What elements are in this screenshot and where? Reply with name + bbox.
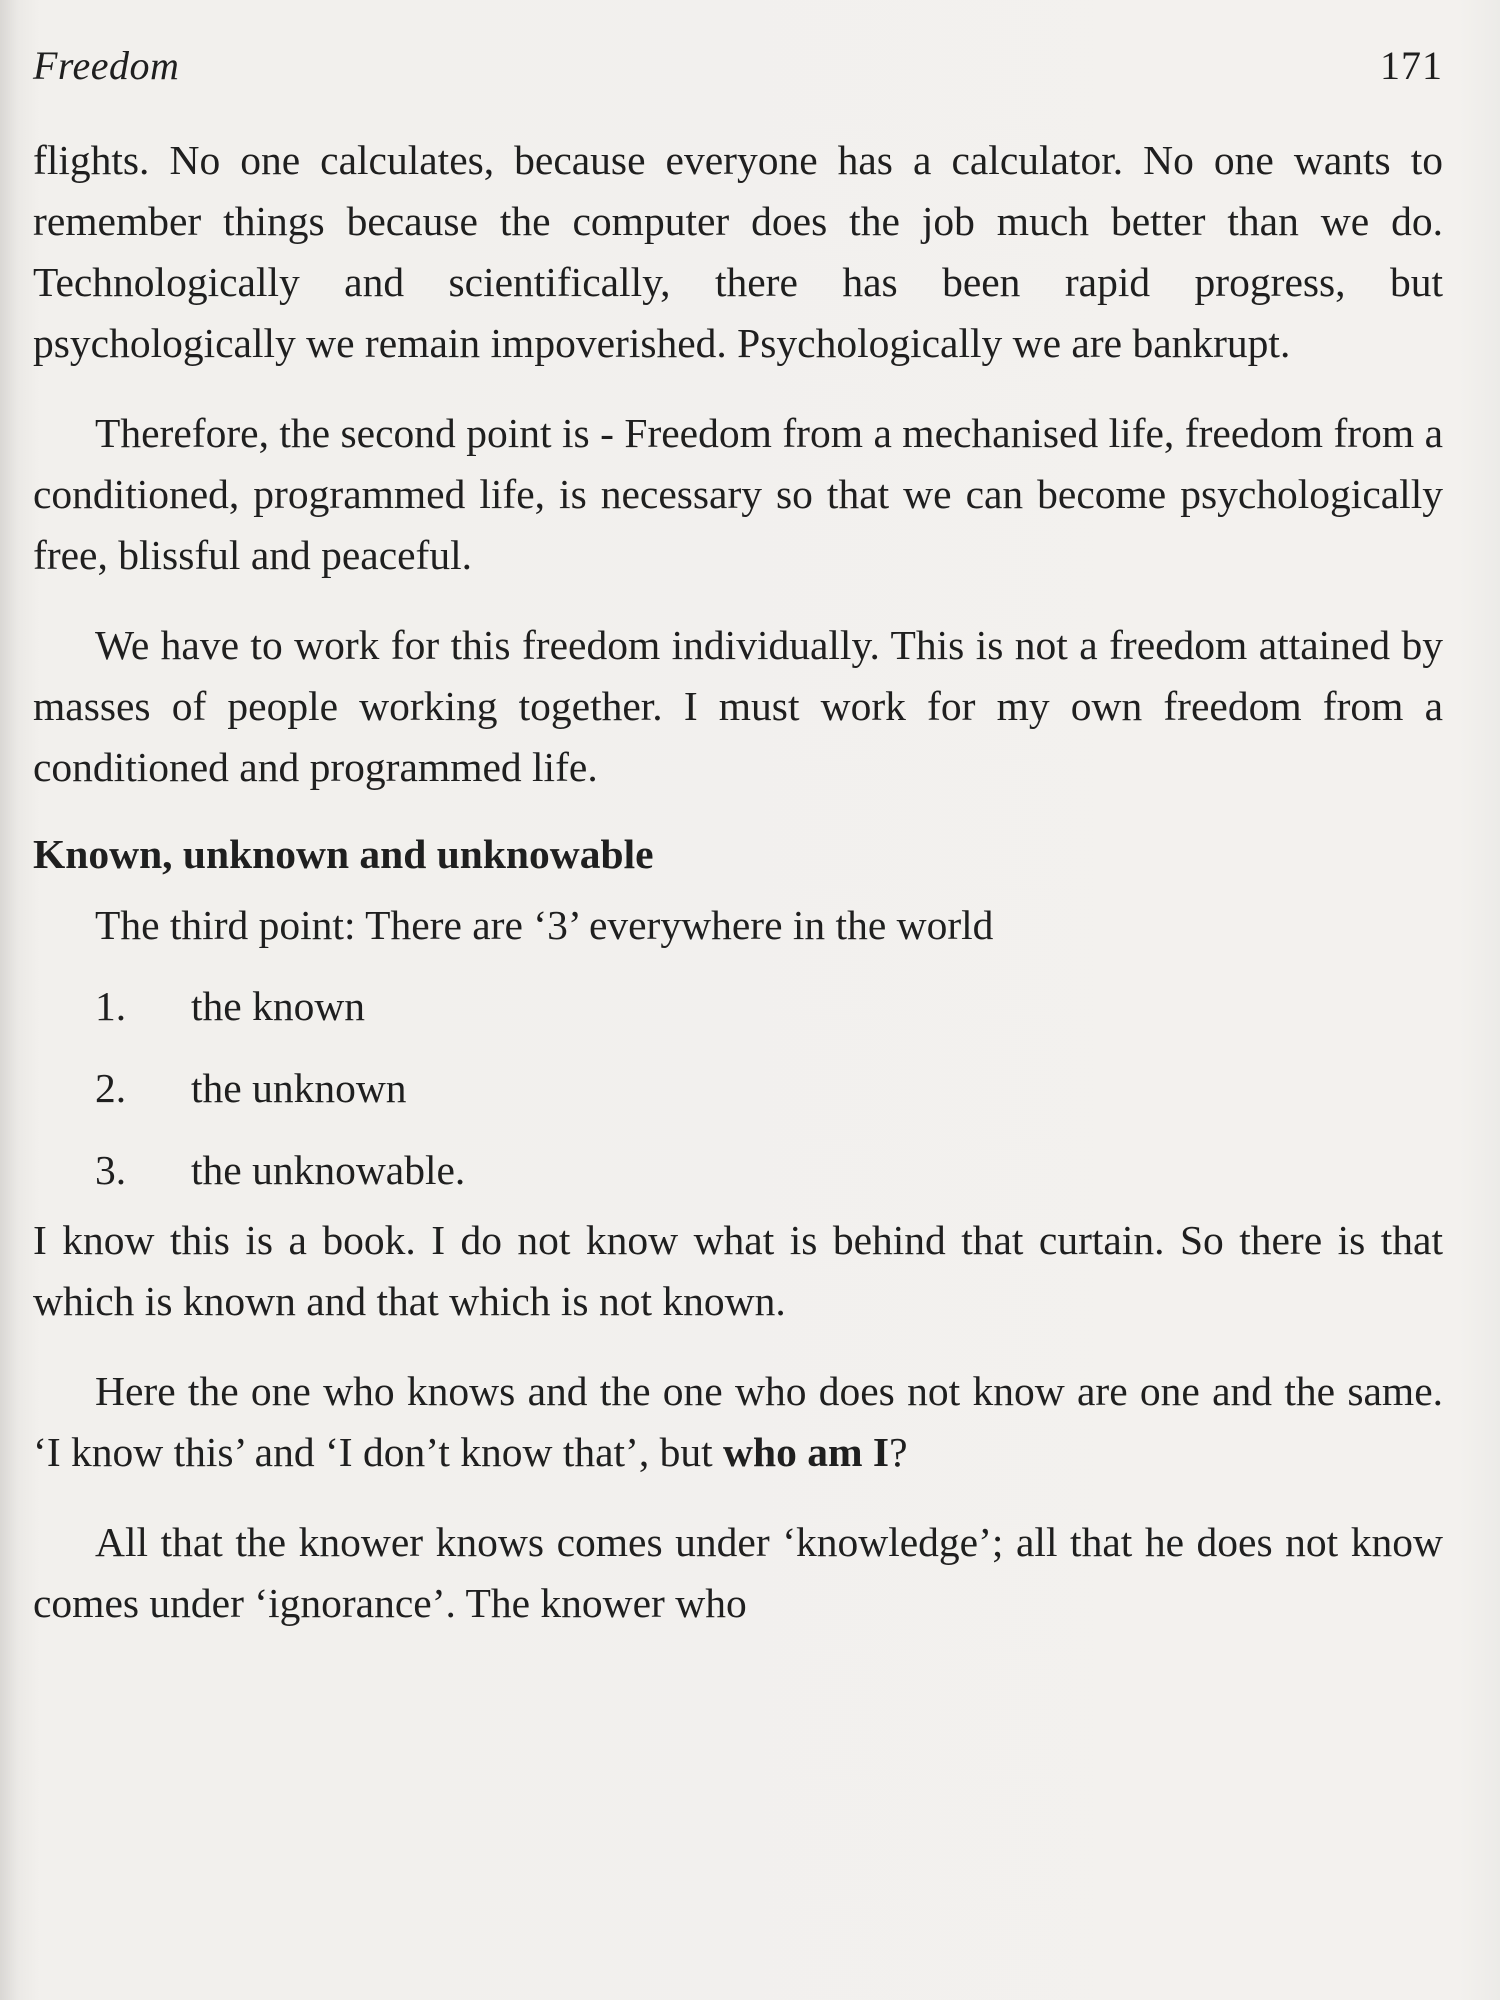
list-item	[33, 1058, 1443, 1140]
list-number: 1.	[95, 983, 127, 1029]
list-item-text: the unknowable.	[191, 1147, 466, 1193]
page-header	[33, 42, 1443, 92]
paragraph-flights: flights. No one calculates, because everyone has a calculator. No one wants to remember things because the computer does the job much better than we do. Technologically and scientifically, there has been rapid progress, but psychologically we remain impoverished. Psychologically we are bankrupt.	[33, 137, 1443, 366]
numbered-list	[33, 976, 1443, 1210]
running-title: Freedom	[33, 43, 180, 88]
list-number: 3.	[95, 1147, 127, 1193]
paragraph-second-point: Therefore, the second point is - Freedom from a mechanised life, freedom from a conditioned, programmed life, is necessary so that we can become psychologically free, blissful and peaceful.	[33, 410, 1443, 578]
list-item-text: the known	[191, 983, 366, 1029]
paragraph-who-am-i	[33, 1361, 1443, 1483]
paragraph-who-am-i-end: ?	[889, 1429, 908, 1475]
paragraph-third-point: The third point: There are ‘3’ everywhere in the world	[95, 902, 994, 948]
paragraph-who-am-i-text: Here the one who knows and the one who does not know are one and the same. ‘I know this’ and ‘I don’t know that’, but	[33, 1368, 1443, 1475]
paragraph-who-am-i-emphasis: who am I	[723, 1429, 890, 1475]
list-item-text: the unknown	[191, 1065, 407, 1111]
list-item	[33, 976, 1443, 1058]
list-item	[33, 1140, 1443, 1210]
section-heading: Known, unknown and unknowable	[33, 831, 654, 877]
list-number: 2.	[95, 1065, 127, 1111]
paragraph-knower: All that the knower knows comes under ‘knowledge’; all that he does not know comes under ‘ignorance’. The knower who	[33, 1519, 1443, 1626]
body-text	[33, 130, 1443, 1634]
paragraph-work-individually: We have to work for this freedom individually. This is not a freedom attained by masses of people working together. I must work for my own freedom from a conditioned and programmed life.	[33, 622, 1443, 790]
page-number: 171	[1380, 43, 1443, 88]
paragraph-book-curtain: I know this is a book. I do not know what is behind that curtain. So there is that which is known and that which is not known.	[33, 1217, 1443, 1324]
